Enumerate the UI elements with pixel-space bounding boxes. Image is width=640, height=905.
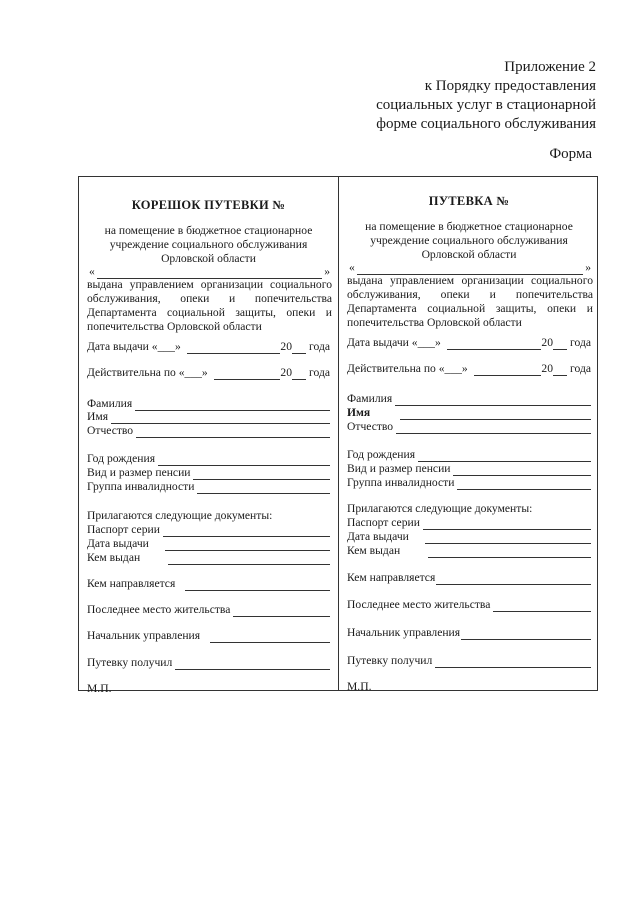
name-field[interactable]: Имя [87, 410, 330, 424]
stub-title: КОРЕШОК ПУТЕВКИ № [131, 198, 286, 212]
issue-date-field[interactable]: Дата выдачи «___» 20 года [347, 336, 591, 349]
placement-line: учреждение социального обслуживания [370, 234, 568, 247]
placement-line: на помещение в бюджетное стационарное [365, 220, 573, 233]
passport-date-field[interactable]: Дата выдачи [347, 530, 591, 544]
voucher-column [339, 177, 599, 693]
passport-field[interactable]: Паспорт серии [87, 523, 330, 537]
birth-year-field[interactable]: Год рождения [347, 448, 591, 462]
docs-attached-label: Прилагаются следующие документы: [347, 502, 533, 515]
last-residence-field[interactable]: Последнее место жительства [347, 598, 591, 612]
patronymic-field[interactable]: Отчество [347, 420, 591, 434]
issued-by-text: выдана управлением организации социального обслуживания, опеки и попечительства Департамента социальной защиты, опеки и попечительства Орловской области [87, 278, 332, 333]
appendix-line: форме социального обслуживания [376, 116, 596, 132]
stamp-place: М.П. [347, 680, 372, 693]
surname-field[interactable]: Фамилия [347, 392, 591, 406]
issued-where-field[interactable]: Кем выдан [347, 544, 591, 558]
name-field[interactable]: Имя [347, 406, 591, 420]
stamp-place: М.П. [87, 682, 112, 695]
patronymic-field[interactable]: Отчество [87, 424, 330, 438]
voucher-table [78, 176, 598, 695]
placement-line: Орловской области [421, 248, 517, 261]
birth-year-field[interactable]: Год рождения [87, 452, 330, 466]
valid-until-field[interactable]: Действительна по «___» 20 года [347, 362, 591, 375]
received-field[interactable]: Путевку получил [87, 656, 330, 670]
appendix-line: социальных услуг в стационарной [376, 97, 596, 113]
received-field[interactable]: Путевку получил [347, 654, 591, 668]
appendix-line: к Порядку предоставления [424, 78, 596, 94]
last-residence-field[interactable]: Последнее место жительства [87, 603, 330, 617]
docs-attached-label: Прилагаются следующие документы: [87, 509, 273, 522]
voucher-stub-column [79, 177, 339, 695]
pension-field[interactable]: Вид и размер пенсии [87, 466, 330, 480]
valid-until-field[interactable]: Действительна по «___» 20 года [87, 366, 330, 379]
voucher-title: ПУТЕВКА № [428, 194, 510, 208]
pension-field[interactable]: Вид и размер пенсии [347, 462, 591, 476]
sent-by-field[interactable]: Кем направляется [347, 571, 591, 585]
appendix-line: Приложение 2 [504, 59, 596, 75]
appendix-header [376, 58, 596, 134]
placement-line: на помещение в бюджетное стационарное [104, 224, 313, 237]
institution-field[interactable]: « » [349, 261, 591, 274]
issued-where-field[interactable]: Кем выдан [87, 551, 330, 565]
issued-by-text: выдана управлением организации социального обслуживания, опеки и попечительства Департамента социальной защиты, опеки и попечительства Орловской области [347, 274, 593, 329]
placement-line: учреждение социального обслуживания [109, 238, 308, 251]
placement-line: Орловской области [161, 252, 256, 265]
head-signature-field[interactable]: Начальник управления [347, 626, 591, 640]
head-signature-field[interactable]: Начальник управления [87, 629, 330, 643]
passport-field[interactable]: Паспорт серии [347, 516, 591, 530]
form-label: Форма [549, 146, 592, 162]
institution-field[interactable]: « » [89, 265, 330, 278]
surname-field[interactable]: Фамилия [87, 397, 330, 411]
passport-date-field[interactable]: Дата выдачи [87, 537, 330, 551]
issue-date-field[interactable]: Дата выдачи «___» 20 года [87, 340, 330, 353]
disability-field[interactable]: Группа инвалидности [87, 480, 330, 494]
disability-field[interactable]: Группа инвалидности [347, 476, 591, 490]
sent-by-field[interactable]: Кем направляется [87, 577, 330, 591]
